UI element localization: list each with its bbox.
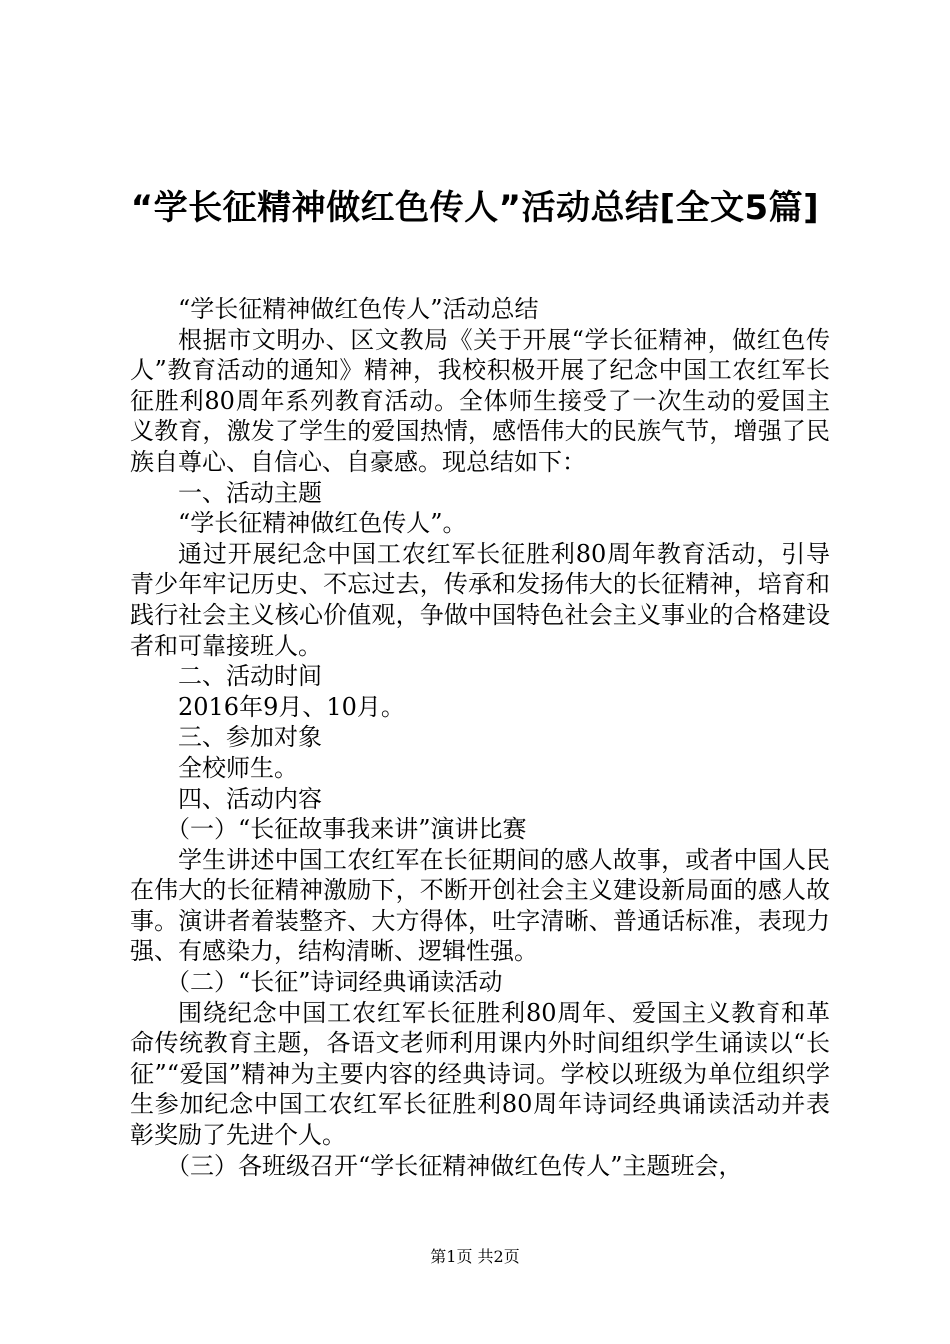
subtitle-paragraph: “学长征精神做红色传人”活动总结 <box>178 295 539 323</box>
page-footer: 第1页 共2页 <box>430 1247 520 1266</box>
subsection-heading-class-meeting: （三）各班级召开“学长征精神做红色传人”主题班会， <box>166 1151 743 1180</box>
speech-paragraph: 学生讲述中国工农红军在长征期间的感人故事，或者中国人民在伟大的长征精神激励下，不断开创社会主义建设新局面的感人故事。演讲者着装整齐、大方得体，吐字清晰、普通话标准，表现力强、有感染力，结构清晰、逻辑性强。 <box>130 845 830 966</box>
subsection-heading-speech: （一）“长征故事我来讲”演讲比赛 <box>166 815 527 844</box>
participants-paragraph: 全校师生。 <box>178 753 298 782</box>
theme-paragraph: “学长征精神做红色传人”。 <box>178 509 467 538</box>
document-body <box>130 294 830 1181</box>
section-heading-time: 二、活动时间 <box>178 662 322 691</box>
section-heading-content: 四、活动内容 <box>178 784 322 813</box>
section-heading-participants: 三、参加对象 <box>178 723 322 752</box>
intro-paragraph: 根据市文明办、区文教局《关于开展“学长征精神，做红色传人”教育活动的通知》精神，我校积极开展了纪念中国工农红军长征胜利80周年系列教育活动。全体师生接受了一次生动的爱国主义教育，激发了学生的爱国热情，感悟伟大的民族气节，增强了民族自尊心、自信心、自豪感。现总结如下： <box>130 325 830 476</box>
poetry-paragraph: 围绕纪念中国工农红军长征胜利80周年、爱国主义教育和革命传统教育主题，各语文老师利用课内外时间组织学生诵读以“长征”“爱国”精神为主要内容的经典诗词。学校以班级为单位组织学生参加纪念中国工农红军长征胜利80周年诗词经典诵读活动并表彰奖励了先进个人。 <box>130 998 830 1150</box>
section-heading-theme: 一、活动主题 <box>178 478 322 507</box>
time-paragraph: 2016年9月、10月。 <box>178 692 405 721</box>
purpose-paragraph: 通过开展纪念中国工农红军长征胜利80周年教育活动，引导青少年牢记历史、不忘过去，传承和发扬伟大的长征精神，培育和践行社会主义核心价值观，争做中国特色社会主义事业的合格建设者和可靠接班人。 <box>130 539 830 660</box>
document-title: “学长征精神做红色传人”活动总结[全文5篇] <box>130 188 820 228</box>
subsection-heading-poetry: （二）“长征”诗词经典诵读活动 <box>166 968 503 997</box>
